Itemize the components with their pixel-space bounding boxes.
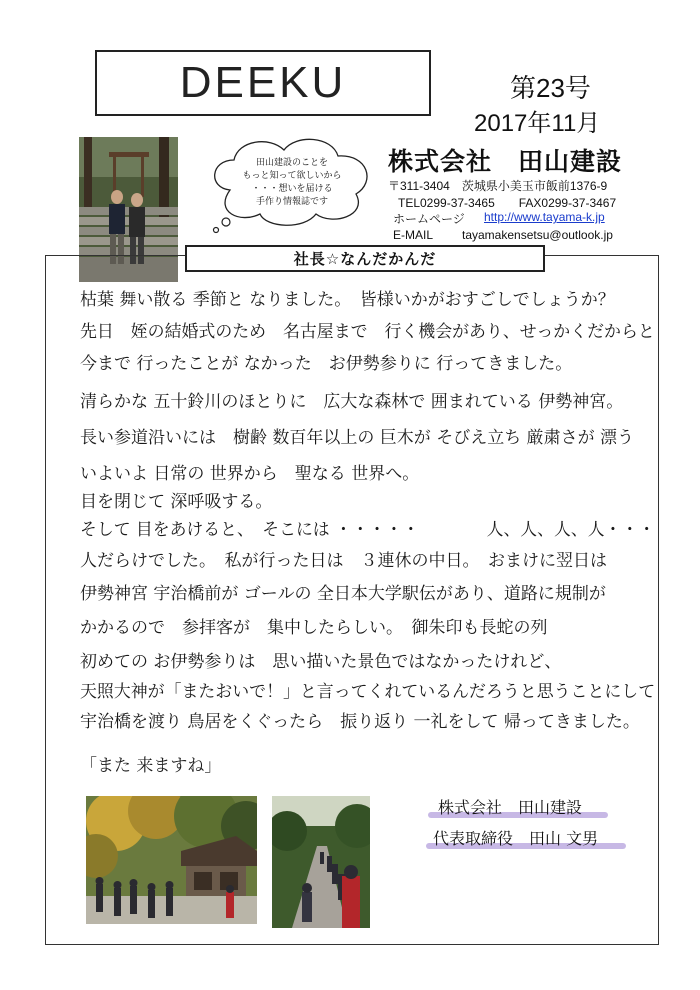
- letter-line: 天照大神が「またおいで！」と言ってくれているんだろうと思うことにして: [80, 682, 656, 702]
- letter-line: 枯葉 舞い散る 季節と なりました。 皆様いかがおすごしでしょうか？: [80, 290, 615, 310]
- signature-company: 株式会社 田山建設: [438, 798, 583, 817]
- issue-number: 第23号: [510, 73, 591, 103]
- newsletter-title-box: [95, 50, 431, 116]
- letter-line: 先日 姪の結婚式のため 名古屋まで 行く機会があり、せっかくだからと: [80, 322, 655, 342]
- letter-line: 人だらけでした。 私が行った日は ３連休の中日。 おまけに翌日は: [80, 551, 607, 571]
- section-title: 社長☆なんだかんだ: [293, 250, 437, 268]
- letter-line: 宇治橋を渡り 鳥居をくぐったら 振り返り 一礼をして 帰ってきました。: [80, 712, 640, 732]
- letter-line: 目を閉じて 深呼吸する。: [80, 492, 273, 512]
- company-name: 株式会社 田山建設: [388, 147, 623, 176]
- cloud-line: 田山建設のことを: [255, 158, 328, 168]
- letter-line: 今まで 行ったことが なかった お伊勢参りに 行ってきました。: [80, 354, 573, 374]
- letter-line: 長い参道沿いには 樹齢 数百年以上の 巨木が そびえ立ち 厳粛さが 漂う: [80, 428, 635, 448]
- letter-line: 「また 来ますね」: [80, 756, 222, 776]
- cloud-line: 手作り情報誌です: [255, 197, 328, 207]
- issue-date: 2017年11月: [474, 110, 601, 137]
- company-address: 〒311-3404 茨城県小美玉市飯前1376-9: [388, 179, 608, 193]
- cloud-line: もっと知って欲しいから: [242, 171, 342, 181]
- homepage-link[interactable]: http://www.tayama-k.jp: [484, 210, 605, 224]
- signature-president: 代表取締役 田山 文男: [433, 829, 599, 848]
- letter-line: かかるので 参拝客が 集中したらしい。 御朱印も長蛇の列: [80, 618, 548, 638]
- homepage-label: ホームページ: [393, 212, 465, 226]
- newsletter-title: DEEKU: [179, 58, 347, 107]
- email-label: E-MAIL: [393, 228, 434, 242]
- cloud-line: ・・・想いを届ける: [251, 184, 333, 194]
- cloud-caption: [222, 157, 362, 209]
- approach-path-photo: [272, 796, 370, 928]
- letter-line: そして 目をあけると、 そこには ・・・・・ 人、人、人、人・・・: [80, 520, 656, 540]
- email-address[interactable]: tayamakensetsu@outlook.jp: [462, 228, 613, 242]
- letter-line: 初めての お伊勢参りは 思い描いた景色ではなかったけれど、: [80, 652, 562, 672]
- company-tel-fax: TEL0299-37-3465 FAX0299-37-3467: [398, 196, 617, 210]
- letter-line: 清らかな 五十鈴川のほとりに 広大な森林で 囲まれている 伊勢神宮。: [80, 392, 624, 412]
- letter-line: いよいよ 日常の 世界から 聖なる 世界へ。: [80, 464, 420, 484]
- shrine-crowd-photo: [86, 796, 257, 924]
- section-header-box: [185, 245, 545, 272]
- letter-line: 伊勢神宮 宇治橋前が ゴールの 全日本大学駅伝があり、道路に規制が: [80, 584, 606, 604]
